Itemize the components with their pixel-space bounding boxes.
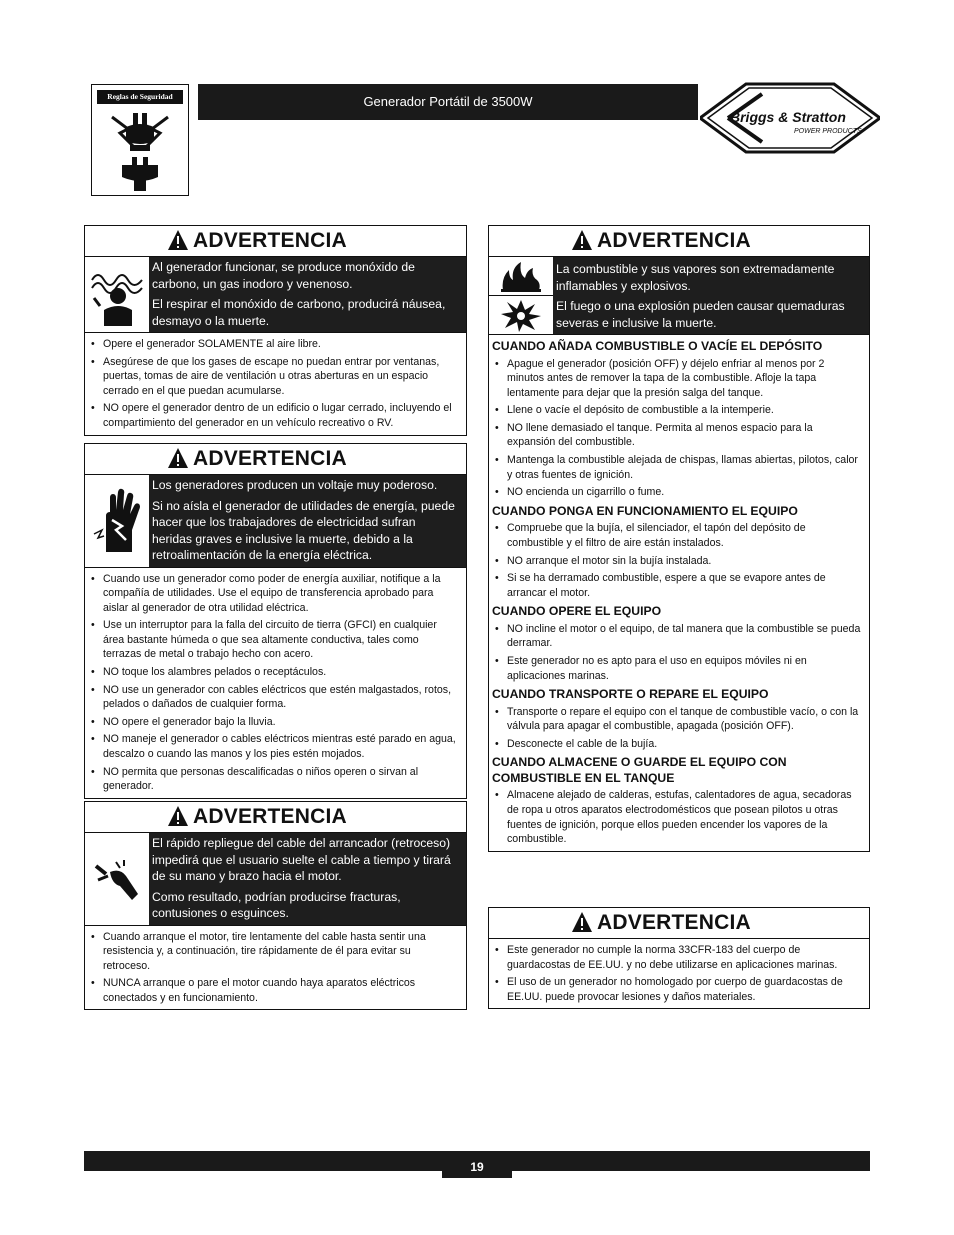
- list-item: • Opere el generador SOLAMENTE al aire libre.: [91, 337, 458, 352]
- seal-title: Reglas de Seguridad: [97, 90, 183, 104]
- warning-header: [489, 226, 869, 257]
- instruction-list: [489, 521, 869, 600]
- hazard-text: [149, 475, 466, 567]
- list-item: • Compruebe que la bujía, el silenciador, el tapón del depósito de combustible y el filtro de aire están instalados.: [495, 521, 861, 550]
- warning-header: [85, 444, 466, 475]
- list-item: • Cuando use un generador como poder de energía auxiliar, notifique a la compañía de utilidades. Use el equipo de transferencia aprobado para aislar al generador de otra utilidad eléctrica.: [91, 572, 458, 616]
- signal-word: ADVERTENCIA: [193, 805, 347, 828]
- list-item: • Desconecte el cable de la bujía.: [495, 737, 861, 752]
- section-heading: CUANDO OPERE EL EQUIPO: [492, 604, 662, 619]
- list-item: • Mantenga la combustible alejada de chispas, llamas abiertas, pilotos, calor y otras fuentes de ignición.: [495, 453, 861, 482]
- list-item: • NO encienda un cigarrillo o fume.: [495, 485, 861, 500]
- list-item: • Asegúrese de que los gases de escape no puedan entrar por ventanas, puertas, tomas de aire de ventilación u otras aberturas en un espacio cerrado en el que puedan acumularse.: [91, 355, 458, 399]
- fire-icon: [489, 257, 553, 296]
- list-item: • Llene o vacíe el depósito de combustible a la intemperie.: [495, 403, 861, 418]
- instruction-list: [85, 568, 466, 798]
- page-number: 19: [442, 1156, 512, 1178]
- hazard-text-line: El respirar el monóxido de carbono, producirá náusea, desmayo o la muerte.: [152, 297, 446, 328]
- signal-word: ADVERTENCIA: [193, 447, 347, 470]
- list-item: • Este generador no cumple la norma 33CFR-183 del cuerpo de guardacostas de EE.UU. y no debe utilizarse en aplicaciones marinas.: [495, 943, 861, 972]
- list-item: • Si se ha derramado combustible, espere a que se evapore antes de arrancar el motor.: [495, 571, 861, 600]
- list-item: • NO llene demasiado el tanque. Permita al menos espacio para la expansión del combustible.: [495, 421, 861, 450]
- list-item: • NO arranque el motor sin la bujía instalada.: [495, 554, 861, 569]
- warning-header: [85, 226, 466, 257]
- instruction-list: [489, 705, 869, 752]
- list-item: • NO opere el generador dentro de un edificio o lugar cerrado, incluyendo el compartimiento del generador en un vehículo recreativo o RV.: [91, 401, 458, 430]
- hazard-text-line: La combustible y sus vapores son extremadamente inflamables y explosivos.: [556, 262, 835, 293]
- document-title: Generador Portátil de 3500W: [198, 84, 698, 120]
- list-item: • NUNCA arranque o pare el motor cuando haya aparatos eléctricos conectados y en funcionamiento.: [91, 976, 458, 1005]
- plug-shock-icon: [100, 107, 180, 191]
- explosion-icon: [489, 296, 553, 334]
- section-heading: CUANDO ALMACENE O GUARDE EL EQUIPO CON COMBUSTIBLE EN EL TANQUE: [492, 755, 787, 785]
- section-heading: CUANDO TRANSPORTE O REPARE EL EQUIPO: [492, 687, 769, 702]
- list-item: • NO incline el motor o el equipo, de tal manera que la combustible se pueda derramar.: [495, 622, 861, 651]
- hazard-text-line: El fuego o una explosión pueden causar quemaduras severas e inclusive la muerte.: [556, 299, 845, 330]
- signal-word: ADVERTENCIA: [597, 229, 751, 252]
- warning-box-marine: [488, 907, 870, 1009]
- list-item: • NO maneje el generador o cables eléctricos mientras esté parado en agua, descalzo o cuando las manos y los pies estén mojados.: [91, 732, 458, 761]
- warning-triangle-icon: [167, 229, 189, 251]
- brand-sub: POWER PRODUCTS: [794, 128, 862, 135]
- brand-name: Briggs & Stratton: [730, 109, 846, 125]
- list-item: • Use un interruptor para la falla del circuito de tierra (GFCI) en cualquier área bastante húmeda o que sea altamente conductiva, tales como terrazas de metal o trabajo hecho con acero.: [91, 618, 458, 662]
- hazard-text: [149, 257, 466, 332]
- warning-triangle-icon: [167, 805, 189, 827]
- list-item: • Cuando arranque el motor, tire lentamente del cable hasta sentir una resistencia y, a continuación, tire rápidamente de él para evitar su retroceso.: [91, 930, 458, 974]
- hazard-panel: [85, 475, 466, 568]
- list-item: • El uso de un generador no homologado por cuerpo de guardacostas de EE.UU. puede provocar lesiones y daños materiales.: [495, 975, 861, 1004]
- warning-header: [489, 908, 869, 939]
- safety-rules-seal: [91, 84, 189, 196]
- list-item: • NO toque los alambres pelados o receptáculos.: [91, 665, 458, 680]
- hazard-panel: [85, 257, 466, 333]
- list-item: • NO opere el generador bajo la lluvia.: [91, 715, 458, 730]
- warning-triangle-icon: [571, 911, 593, 933]
- instruction-list: [489, 788, 869, 850]
- electric-shock-hand-icon: [85, 475, 149, 567]
- list-item: • NO permita que personas descalificadas o niños operen o sirvan al generador.: [91, 765, 458, 794]
- warning-box-electrical: [84, 443, 467, 799]
- warning-triangle-icon: [571, 229, 593, 251]
- list-item: • Almacene alejado de calderas, estufas, calentadores de agua, secadoras de ropa u otros aparatos electrodomésticos que posean pilotos u otras fuentes de ignición, porque ellos pueden encender los vapores de la combustible.: [495, 788, 861, 846]
- brand-logo: [700, 80, 880, 156]
- hazard-text-line: Al generador funcionar, se produce monóxido de carbono, un gas inodoro y venenoso.: [152, 260, 415, 291]
- list-item: • Transporte o repare el equipo con el tanque de combustible vacío, o con la válvula para apagar el combustible, apagada (posición OFF).: [495, 705, 861, 734]
- instruction-list: [489, 357, 869, 500]
- hazard-text-line: Si no aísla el generador de utilidades de energía, puede hacer que los trabajadores de electricidad sufran heridas graves e inclusive la muerte, debido a la retroalimentación de la energía eléctrica.: [152, 498, 455, 562]
- hazard-text: [553, 257, 869, 334]
- section-heading: CUANDO AÑADA COMBUSTIBLE O VACÍE EL DEPÓSITO: [492, 339, 823, 353]
- instruction-list: [489, 622, 869, 683]
- instruction-list: [85, 926, 466, 1010]
- signal-word: ADVERTENCIA: [193, 229, 347, 252]
- toxic-fumes-icon: [85, 257, 149, 332]
- warning-box-fuel: [488, 225, 870, 852]
- hazard-text-line: Los generadores producen un voltaje muy poderoso.: [152, 478, 438, 492]
- hazard-text: [149, 833, 466, 925]
- warning-header: [85, 802, 466, 833]
- hazard-text-line: Como resultado, podrían producirse fracturas, contusiones o esguinces.: [152, 889, 401, 920]
- signal-word: ADVERTENCIA: [597, 911, 751, 934]
- hazard-text-line: El rápido repliegue del cable del arrancador (retroceso) impedirá que el usuario suelte el cable a tiempo y tirará de su mano y brazo hacia el motor.: [152, 836, 451, 883]
- recoil-hand-icon: [85, 833, 149, 925]
- hazard-panel: [85, 833, 466, 926]
- instruction-list: [85, 333, 466, 435]
- warning-box-recoil: [84, 801, 467, 1010]
- list-item: • Este generador no es apto para el uso en equipos móviles ni en aplicaciones marinas.: [495, 654, 861, 683]
- list-item: • NO use un generador con cables eléctricos que estén malgastados, rotos, pelados o dañados de cualquier forma.: [91, 683, 458, 712]
- hazard-panel: [489, 257, 869, 335]
- list-item: • Apague el generador (posición OFF) y déjelo enfriar al menos por 2 minutos antes de remover la tapa de la combustible. Afloje la tapa lentamente para dejar que la presión salga del tanque.: [495, 357, 861, 401]
- section-heading: CUANDO PONGA EN FUNCIONAMIENTO EL EQUIPO: [492, 503, 798, 518]
- hazard-icons: [489, 257, 553, 334]
- instruction-list: [489, 939, 869, 1008]
- warning-triangle-icon: [167, 447, 189, 469]
- warning-box-carbon-monoxide: [84, 225, 467, 436]
